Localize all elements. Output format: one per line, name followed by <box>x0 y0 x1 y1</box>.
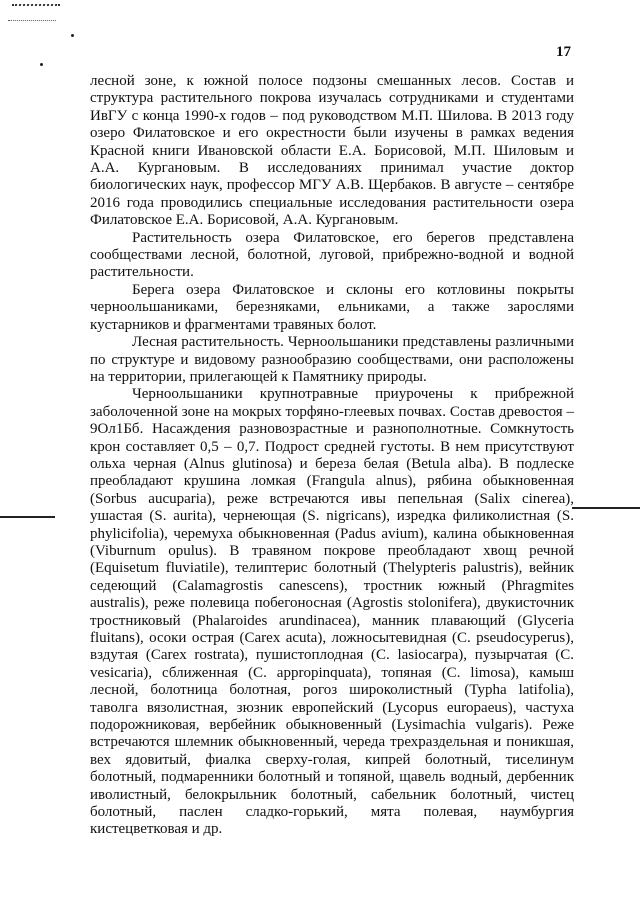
paragraph: Берега озера Филатовское и склоны его котловины покрыты черноольшаниками, березняками, ельниками, а также зарослями кустарников и фрагментами травяных болот. <box>90 281 574 333</box>
paragraph: Растительность озера Филатовское, его берегов представлена сообществами лесной, болотной, луговой, прибрежно-водной и водной растительности. <box>90 229 574 281</box>
paragraph: лесной зоне, к южной полосе подзоны смешанных лесов. Состав и структура растительного покрова изучалась сотрудниками и студентами ИвГУ с конца 1990-х годов – под руководством М.П. Шилова. В 2013 году озеро Филатовское и его окрестности были изучены в рамках ведения Красной книги Ивановской области Е.А. Борисовой, М.П. Шиловым и А.А. Кургановым. В исследованиях принимал участие доктор биологических наук, профессор МГУ А.В. Щербаков. В августе – сентябре 2016 года проводились специальные исследования растительности озера Филатовское Е.А. Борисовой, А.А. Кургановым. <box>90 73 574 229</box>
scan-speck <box>40 63 43 66</box>
margin-line-left <box>0 516 55 518</box>
scan-artifact <box>8 4 61 21</box>
scan-speck <box>71 34 74 37</box>
paragraph: Черноольшаники крупнотравные приурочены к прибрежной заболоченной зоне на мокрых торфяно-глеевых почвах. Состав древостоя – 9Ол1Бб. Насаждения разновозрастные и разнополнотные. Сомкнутость крон составляет 0,5 – 0,7. Подрост средней густоты. В нем присутствуют ольха черная (Alnus glutinosa) и береза белая (Betula alba). В подлеске преобладают крушина ломкая (Frangula alnus), рябина обыкновенная (Sorbus aucuparia), реже встречаются ивы пепельная (Salix cinerea), ушастая (S. aurita), чернеющая (S. nigricans), изредка филиколистная (S. phylicifolia), черемуха обыкновенная (Padus avium), калина обыкновенная (Viburnum opulus). В травяном покрове преобладают хвощ речной (Equisetum fluviatile), телиптерис болотный (Thelypteris palustris), вейник седеющий (Calamagrostis canescens), тростник южный (Phragmites australis), реже полевица побегоносная (Agrostis stolonifera), двукисточник тростниковый (Phalaroides arundinacea), манник плавающий (Glyceria fluitans), осоки острая (Carex acuta), ложносытевидная (C. pseudocyperus), вздутая (Carex rostrata), пушистоплодная (C. lasiocarpa), пузырчатая (C. vesicaria), сближенная (C. appropinquata), топяная (C. limosa), камыш лесной, болотница болотная, рогоз широколистный (Typha latifolia), таволга вязолистная, зюзник европейский (Lycopus europaeus), частуха подорожниковая, вербейник обыкновенный (Lysimachia vulgaris). Реже встречаются шлемник обыкновенный, череда трехраздельная и поникшая, вех ядовитый, фиалка сверху-голая, кипрей болотный, тиселинум болотный, подмаренники болотный и топяной, щавель водный, дербенник иволистный, белокрыльник болотный, сабельник болотный, чистец болотный, паслен сладко-горький, мята полевая, наумбургия кистецветковая и др. <box>90 386 574 838</box>
page-number: 17 <box>556 44 571 60</box>
body-text <box>90 73 574 839</box>
paragraph: Лесная растительность. Черноольшаники представлены различными по структуре и видовому разнообразию сообществами, они расположены на территории, прилегающей к Памятнику природы. <box>90 334 574 385</box>
margin-line-right <box>572 507 640 509</box>
